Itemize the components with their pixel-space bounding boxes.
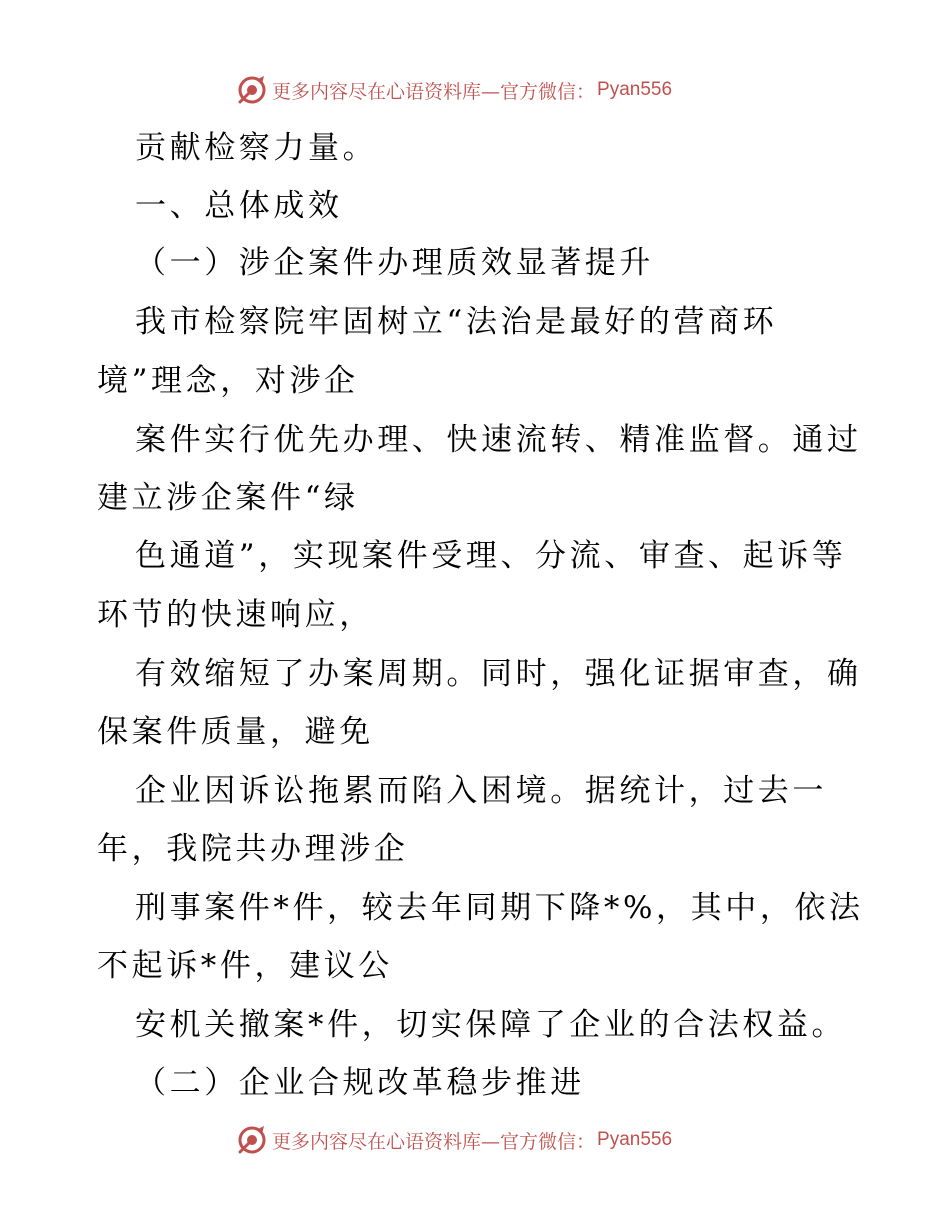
body-line: 色通道”，实现案件受理、分流、审查、起诉等 — [135, 538, 847, 574]
body-line: 年，我院共办理涉企 — [97, 831, 409, 867]
subsection-heading: （二）企业合规改革稳步推进 — [135, 1065, 585, 1101]
body-line: 我市检察院牢固树立“法治是最好的营商环 — [135, 304, 778, 340]
body-line: 刑事案件*件，较去年同期下降*%，其中，依法 — [135, 890, 864, 926]
body-line: 保案件质量，避免 — [97, 714, 374, 750]
watermark-logo-icon — [236, 74, 268, 106]
body-line: 境”理念，对涉企 — [97, 363, 359, 399]
watermark-footer — [236, 1122, 672, 1158]
watermark-account: Pyan556 — [597, 1129, 673, 1150]
body-line: 安机关撤案*件，切实保障了企业的合法权益。 — [135, 1007, 847, 1043]
watermark-text: 更多内容尽在心语资料库—官方微信： — [272, 1130, 596, 1153]
body-line: 建立涉企案件“绿 — [97, 480, 359, 516]
body-line: 有效缩短了办案周期。同时，强化证据审查，确 — [135, 656, 862, 692]
section-heading: 一、总体成效 — [135, 188, 343, 224]
watermark-header — [236, 72, 672, 108]
body-line: 环节的快速响应， — [97, 597, 374, 633]
subsection-heading: （一）涉企案件办理质效显著提升 — [135, 245, 654, 281]
body-line: 企业因诉讼拖累而陷入困境。据统计，过去一 — [135, 773, 827, 809]
watermark-logo-icon — [236, 1124, 268, 1156]
body-line: 不起诉*件，建议公 — [97, 948, 393, 984]
watermark-text: 更多内容尽在心语资料库—官方微信： — [272, 80, 596, 103]
body-line: 案件实行优先办理、快速流转、精准监督。通过 — [135, 422, 862, 458]
body-line: 贡献检察力量。 — [135, 130, 378, 166]
watermark-account: Pyan556 — [597, 79, 673, 100]
